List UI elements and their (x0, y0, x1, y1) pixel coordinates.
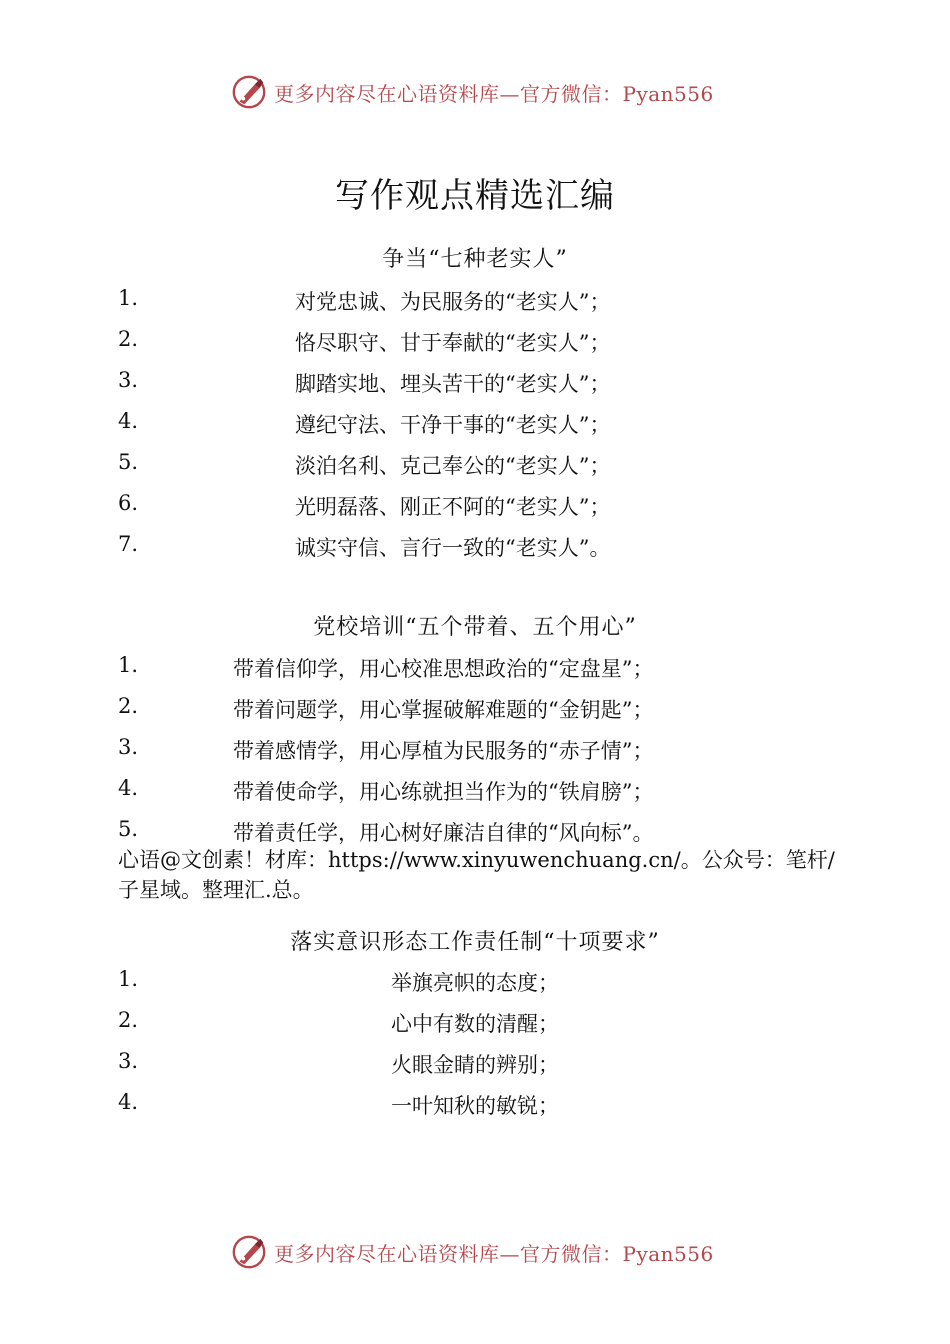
item-number: 3. (118, 368, 139, 392)
item-text: 带着责任学，用心树好廉洁自律的“风向标”。 (233, 821, 654, 845)
pen-logo-icon (230, 1233, 268, 1271)
pen-logo-icon (230, 73, 268, 111)
item-text: 淡泊名利、克己奉公的“老实人”； (295, 454, 611, 478)
item-number: 5. (118, 817, 139, 841)
section-title-1: 争当“七种老实人” (382, 247, 568, 272)
item-number: 6. (118, 491, 139, 515)
item-number: 1. (118, 286, 139, 310)
item-number: 2. (118, 694, 139, 718)
section-title-3: 落实意识形态工作责任制“十项要求” (290, 930, 660, 955)
item-text: 心中有数的清醒； (391, 1012, 559, 1036)
header-banner (230, 72, 714, 112)
banner-text: 更多内容尽在心语资料库—官方微信：Pyan556 (274, 1241, 714, 1266)
source-note: 心语@文创素！材库：https://www.xinyuwenchuang.cn/。公众号：笔杆/子星域。整理汇.总。 (118, 848, 835, 902)
item-text: 脚踏实地、埋头苦干的“老实人”； (295, 372, 611, 396)
item-text: 带着感情学，用心厚植为民服务的“赤子情”； (233, 739, 654, 763)
item-number: 4. (118, 1090, 139, 1114)
item-number: 7. (118, 532, 139, 556)
item-text: 带着问题学，用心掌握破解难题的“金钥匙”； (233, 698, 654, 722)
item-text: 火眼金睛的辨别； (391, 1053, 559, 1077)
item-text: 举旗亮帜的态度； (391, 971, 559, 995)
item-number: 2. (118, 1008, 139, 1032)
banner-text: 更多内容尽在心语资料库—官方微信：Pyan556 (274, 81, 714, 106)
item-text: 带着信仰学，用心校准思想政治的“定盘星”； (233, 657, 654, 681)
item-number: 5. (118, 450, 139, 474)
document-title: 写作观点精选汇编 (335, 176, 615, 216)
item-text: 诚实守信、言行一致的“老实人”。 (295, 536, 611, 560)
item-text: 恪尽职守、甘于奉献的“老实人”； (295, 331, 611, 355)
item-text: 带着使命学，用心练就担当作为的“铁肩膀”； (233, 780, 654, 804)
footer-banner (230, 1232, 714, 1272)
item-text: 遵纪守法、干净干事的“老实人”； (295, 413, 611, 437)
item-number: 2. (118, 327, 139, 351)
item-number: 4. (118, 776, 139, 800)
item-text: 光明磊落、刚正不阿的“老实人”； (295, 495, 611, 519)
item-number: 3. (118, 735, 139, 759)
item-number: 4. (118, 409, 139, 433)
item-text: 一叶知秋的敏锐； (391, 1094, 559, 1118)
item-number: 1. (118, 653, 139, 677)
section-title-2: 党校培训“五个带着、五个用心” (313, 615, 637, 640)
item-number: 3. (118, 1049, 139, 1073)
item-number: 1. (118, 967, 139, 991)
item-text: 对党忠诚、为民服务的“老实人”； (295, 290, 611, 314)
